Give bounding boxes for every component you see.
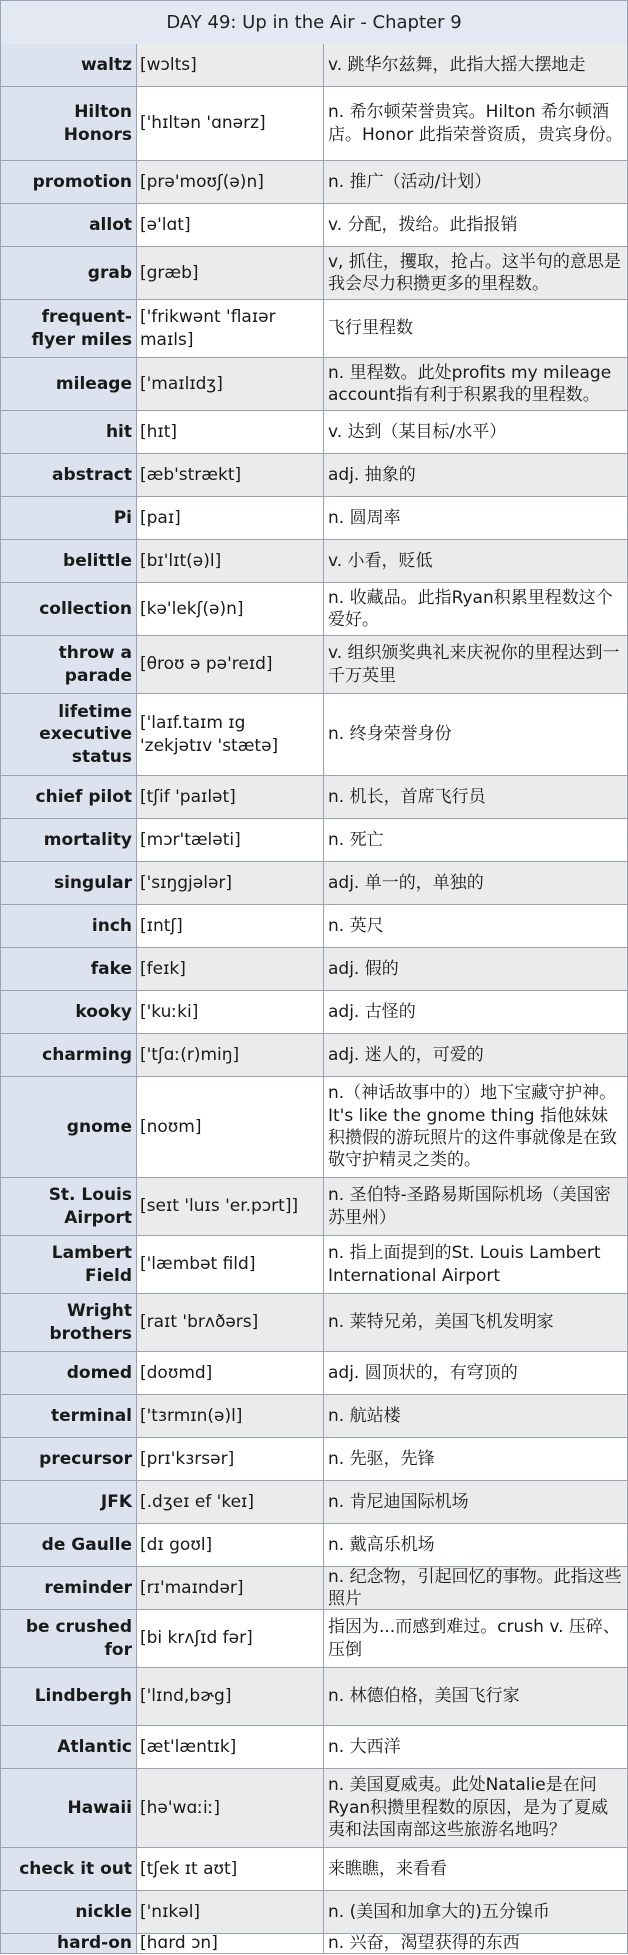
definition-text: adj. 圆顶状的，有穹顶的 [328,1362,518,1383]
word-text: precursor [39,1448,132,1469]
vocab-row [0,87,628,161]
definition-text: 来瞧瞧，来看看 [328,1858,447,1879]
word-cell [0,87,136,161]
phonetic-cell [136,44,323,87]
phonetic-cell [136,1395,323,1438]
definition-cell [323,87,628,161]
phonetic-cell [136,1236,323,1294]
phonetic-text: ['sɪŋgjələr] [140,872,233,893]
phonetic-cell [136,497,323,540]
phonetic-cell [136,161,323,204]
phonetic-cell [136,1668,323,1726]
definition-cell [323,1395,628,1438]
definition-text: adj. 假的 [328,958,399,979]
phonetic-cell [136,1891,323,1934]
vocab-row [0,1567,628,1610]
phonetic-text: [feɪk] [140,958,186,979]
definition-cell [323,1236,628,1294]
phonetic-text: [kə'lekʃ(ə)n] [140,598,244,619]
vocab-row [0,1726,628,1769]
definition-text: n. 肯尼迪国际机场 [328,1491,469,1512]
vocab-row [0,1236,628,1294]
definition-text: adj. 单一的，单独的 [328,872,484,893]
vocab-row [0,819,628,862]
phonetic-text: [seɪt 'luɪs 'er.pɔrt]] [140,1196,299,1217]
phonetic-cell [136,819,323,862]
word-cell [0,1438,136,1481]
definition-text: v. 小看，贬低 [328,550,433,571]
definition-cell [323,411,628,454]
word-cell [0,1769,136,1848]
definition-cell [323,1610,628,1668]
phonetic-text: [raɪt 'brʌðərs] [140,1312,259,1333]
phonetic-text: ['frikwənt 'flaɪər maɪls] [140,307,276,350]
vocab-row [0,204,628,247]
phonetic-text: [hɪt] [140,421,178,442]
definition-text: v. 跳华尔兹舞，此指大摇大摆地走 [328,54,586,75]
word-cell [0,1891,136,1934]
word-text: throw a parade [58,643,132,686]
word-text: singular [53,872,132,893]
definition-cell [323,1668,628,1726]
definition-cell [323,358,628,411]
phonetic-text: [tʃek ɪt aʊt] [140,1858,238,1879]
definition-cell [323,247,628,300]
vocab-row [0,905,628,948]
vocab-row [0,948,628,991]
definition-cell [323,1034,628,1077]
definition-cell [323,1352,628,1395]
vocab-row [0,1294,628,1352]
phonetic-text: [doʊmd] [140,1362,213,1383]
word-cell [0,1848,136,1891]
word-cell [0,1395,136,1438]
phonetic-text: [θroʊ ə pə'reɪd] [140,654,273,675]
word-text: mileage [55,373,132,394]
phonetic-text: ['tɜrmɪn(ə)l] [140,1405,243,1426]
definition-cell [323,1567,628,1610]
word-text: de Gaulle [41,1534,132,1555]
vocab-row [0,991,628,1034]
word-text: be crushed for [25,1617,132,1660]
vocab-row [0,1034,628,1077]
definition-cell [323,1178,628,1236]
definition-cell [323,583,628,636]
phonetic-cell [136,1481,323,1524]
vocab-row [0,1769,628,1848]
vocab-row [0,44,628,87]
word-text: Hilton Honors [63,102,132,145]
definition-text: n. 林德伯格，美国飞行家 [328,1686,520,1707]
word-cell [0,1668,136,1726]
word-cell [0,497,136,540]
phonetic-cell [136,583,323,636]
definition-cell [323,161,628,204]
vocab-row [0,358,628,411]
word-text: grab [87,262,132,283]
word-text: check it out [19,1858,132,1879]
vocab-row [0,1610,628,1668]
word-cell [0,1294,136,1352]
definition-text: n. 莱特兄弟，美国飞机发明家 [328,1312,554,1333]
phonetic-text: ['lɪnd,bɚg] [140,1686,232,1707]
phonetic-cell [136,1934,323,1954]
phonetic-text: [hɑrd ɔn] [140,1933,218,1954]
sheet-title: DAY 49: Up in the Air - Chapter 9 [0,0,628,46]
word-cell [0,776,136,819]
vocab-row [0,247,628,300]
word-text: domed [66,1362,132,1383]
phonetic-text: [bi krʌʃɪd fər] [140,1628,253,1649]
vocab-row [0,1934,628,1954]
definition-cell [323,862,628,905]
word-text: promotion [32,171,132,192]
word-cell [0,454,136,497]
definition-text: n. 大西洋 [328,1736,401,1757]
word-text: hard-on [57,1933,132,1954]
word-cell [0,161,136,204]
phonetic-cell [136,694,323,776]
word-cell [0,1567,136,1610]
word-cell [0,44,136,87]
word-text: Hawaii [67,1797,132,1818]
phonetic-text: [rɪ'maɪndər] [140,1577,244,1598]
word-cell [0,1524,136,1567]
word-text: mortality [43,829,132,850]
vocab-row [0,776,628,819]
vocab-row [0,636,628,694]
phonetic-text: [ɪntʃ] [140,915,183,936]
definition-text: adj. 古怪的 [328,1001,416,1022]
vocab-row [0,583,628,636]
definition-cell [323,776,628,819]
word-cell [0,991,136,1034]
phonetic-cell [136,1567,323,1610]
definition-text: 指因为...而感到难过。crush v. 压碎、压倒 [328,1617,620,1660]
word-text: JFK [100,1491,132,1512]
definition-cell [323,1934,628,1954]
definition-text: n. 美国夏威夷。此处Natalie是在问Ryan积攒里程数的原因，是为了夏威夷和法国南部这些旅游名地吗？ [328,1775,609,1841]
definition-text: v. 组织颁奖典礼来庆祝你的里程达到一千万英里 [328,643,620,686]
vocab-row [0,1668,628,1726]
word-text: Pi [113,507,132,528]
word-cell [0,819,136,862]
word-cell [0,247,136,300]
definition-cell [323,1294,628,1352]
phonetic-cell [136,540,323,583]
definition-text: n. 收藏品。此指Ryan积累里程数这个爱好。 [328,587,613,630]
definition-cell [323,819,628,862]
definition-text: n. 机长，首席飞行员 [328,786,486,807]
definition-cell [323,1077,628,1178]
definition-cell [323,454,628,497]
phonetic-text: ['kuːki] [140,1001,199,1022]
phonetic-cell [136,204,323,247]
phonetic-cell [136,1769,323,1848]
definition-cell [323,1891,628,1934]
vocab-row [0,497,628,540]
phonetic-cell [136,358,323,411]
phonetic-cell [136,1034,323,1077]
phonetic-text: [græb] [140,262,199,283]
definition-text: n. 圆周率 [328,507,401,528]
definition-text: n. (美国和加拿大的)五分镍币 [328,1901,550,1922]
vocab-row [0,411,628,454]
word-cell [0,583,136,636]
vocab-row [0,161,628,204]
word-text: fake [90,958,132,979]
phonetic-cell [136,247,323,300]
definition-text: n. 里程数。此处profits my mileage account指有利于积累我的里程数。 [328,362,612,405]
definition-cell [323,1726,628,1769]
vocab-row [0,1524,628,1567]
phonetic-text: [æt'læntɪk] [140,1736,237,1757]
phonetic-text: ['maɪlɪdʒ] [140,373,223,394]
phonetic-cell [136,411,323,454]
word-text: kooky [75,1001,132,1022]
phonetic-cell [136,1294,323,1352]
definition-text: n. 纪念物，引起回忆的事物。此指这些照片 [328,1566,622,1609]
definition-cell [323,204,628,247]
phonetic-text: [wɔlts] [140,54,197,75]
definition-cell [323,540,628,583]
definition-cell [323,1438,628,1481]
phonetic-cell [136,454,323,497]
word-cell [0,1934,136,1954]
phonetic-cell [136,1077,323,1178]
vocab-row [0,1352,628,1395]
word-cell [0,694,136,776]
phonetic-text: [paɪ] [140,507,181,528]
word-cell [0,1034,136,1077]
phonetic-text: [ə'lɑt] [140,214,191,235]
phonetic-cell [136,948,323,991]
phonetic-cell [136,1848,323,1891]
phonetic-cell [136,1178,323,1236]
vocab-row [0,1891,628,1934]
definition-text: n. 终身荣誉身份 [328,724,452,745]
definition-cell [323,497,628,540]
phonetic-text: ['nɪkəl] [140,1901,201,1922]
word-text: Atlantic [57,1736,132,1757]
definition-cell [323,694,628,776]
word-cell [0,1610,136,1668]
definition-text: n. 英尺 [328,915,384,936]
word-cell [0,905,136,948]
phonetic-text: [.dʒeɪ ef 'keɪ] [140,1491,254,1512]
phonetic-cell [136,776,323,819]
phonetic-cell [136,1610,323,1668]
word-text: collection [39,598,132,619]
word-cell [0,300,136,358]
definition-cell [323,991,628,1034]
definition-text: v. 分配，拨给。此指报销 [328,214,518,235]
definition-cell [323,1481,628,1524]
phonetic-cell [136,991,323,1034]
definition-cell [323,300,628,358]
word-cell [0,540,136,583]
phonetic-text: [noʊm] [140,1116,202,1137]
vocab-row [0,1178,628,1236]
word-text: abstract [52,464,132,485]
phonetic-text: [tʃif 'paɪlət] [140,786,236,807]
definition-text: n. 兴奋，渴望获得的东西 [328,1933,520,1954]
word-text: Lambert Field [51,1243,132,1286]
phonetic-cell [136,905,323,948]
word-cell [0,1178,136,1236]
vocab-row [0,300,628,358]
vocab-row [0,694,628,776]
vocab-row [0,1438,628,1481]
word-cell [0,1352,136,1395]
word-cell [0,1077,136,1178]
definition-text: n. 先驱，先锋 [328,1448,435,1469]
phonetic-cell [136,862,323,905]
phonetic-cell [136,1726,323,1769]
vocab-row [0,1481,628,1524]
word-text: Wright brothers [49,1301,132,1344]
definition-cell [323,1524,628,1567]
word-text: hit [105,421,132,442]
phonetic-text: ['laɪf.taɪm ɪg 'zekjətɪv 'stætə] [140,713,279,756]
vocab-row [0,1848,628,1891]
word-text: lifetime executive status [39,701,132,767]
word-cell [0,411,136,454]
phonetic-cell [136,87,323,161]
word-text: gnome [66,1116,132,1137]
word-text: waltz [80,54,132,75]
vocab-row [0,540,628,583]
phonetic-text: [hə'wɑːiː] [140,1797,221,1818]
definition-cell [323,44,628,87]
word-text: frequent-flyer miles [31,307,132,350]
phonetic-text: ['hɪltən 'ɑnərz] [140,113,266,134]
definition-cell [323,1848,628,1891]
word-cell [0,1236,136,1294]
word-text: nickle [75,1901,132,1922]
word-cell [0,948,136,991]
definition-text: n. 死亡 [328,829,384,850]
definition-text: n. 圣伯特-圣路易斯国际机场（美国密苏里州） [328,1185,611,1228]
word-cell [0,636,136,694]
word-cell [0,862,136,905]
vocab-row [0,1077,628,1178]
word-text: Lindbergh [34,1686,132,1707]
word-text: terminal [51,1405,132,1426]
word-text: allot [89,214,132,235]
word-text: inch [91,915,132,936]
definition-text: n. 推广（活动/计划） [328,171,492,192]
definition-cell [323,1769,628,1848]
word-text: belittle [63,550,132,571]
definition-cell [323,948,628,991]
definition-cell [323,905,628,948]
phonetic-text: ['tʃɑː(r)miŋ] [140,1044,240,1065]
phonetic-text: [mɔr'tæləti] [140,829,241,850]
word-text: St. Louis Airport [48,1185,132,1228]
definition-text: adj. 抽象的 [328,464,416,485]
word-cell [0,1481,136,1524]
definition-cell [323,636,628,694]
phonetic-cell [136,1352,323,1395]
definition-text: n. 指上面提到的St. Louis Lambert International Airport [328,1243,601,1286]
vocab-row [0,1395,628,1438]
phonetic-text: [prə'moʊʃ(ə)n] [140,171,264,192]
word-text: chief pilot [35,786,132,807]
definition-text: n. 航站楼 [328,1405,401,1426]
definition-text: 飞行里程数 [328,318,413,339]
phonetic-text: [bɪ'lɪt(ə)l] [140,550,222,571]
definition-text: adj. 迷人的，可爱的 [328,1044,484,1065]
phonetic-cell [136,300,323,358]
definition-text: n.（神话故事中的）地下宝藏守护神。It's like the gnome thing 指他妹妹积攒假的游玩照片的这件事就像是在致敬守护精灵之类的。 [328,1083,617,1171]
definition-text: n. 戴高乐机场 [328,1534,435,1555]
word-cell [0,358,136,411]
word-text: reminder [44,1577,132,1598]
phonetic-text: [prɪ'kɜrsər] [140,1448,235,1469]
definition-text: v, 抓住，攫取，抢占。这半句的意思是我会尽力积攒更多的里程数。 [328,251,621,294]
phonetic-cell [136,1524,323,1567]
word-cell [0,1726,136,1769]
phonetic-text: ['læmbət fild] [140,1254,256,1275]
phonetic-text: [æb'strækt] [140,464,242,485]
word-text: charming [42,1044,132,1065]
vocab-row [0,454,628,497]
definition-text: v. 达到（某目标/水平） [328,421,507,442]
definition-text: n. 希尔顿荣誉贵宾。Hilton 希尔顿酒店。Honor 此指荣誉资质，贵宾身份。 [328,102,623,145]
vocab-row [0,862,628,905]
word-cell [0,204,136,247]
phonetic-cell [136,1438,323,1481]
phonetic-cell [136,636,323,694]
phonetic-text: [dɪ goʊl] [140,1534,213,1555]
